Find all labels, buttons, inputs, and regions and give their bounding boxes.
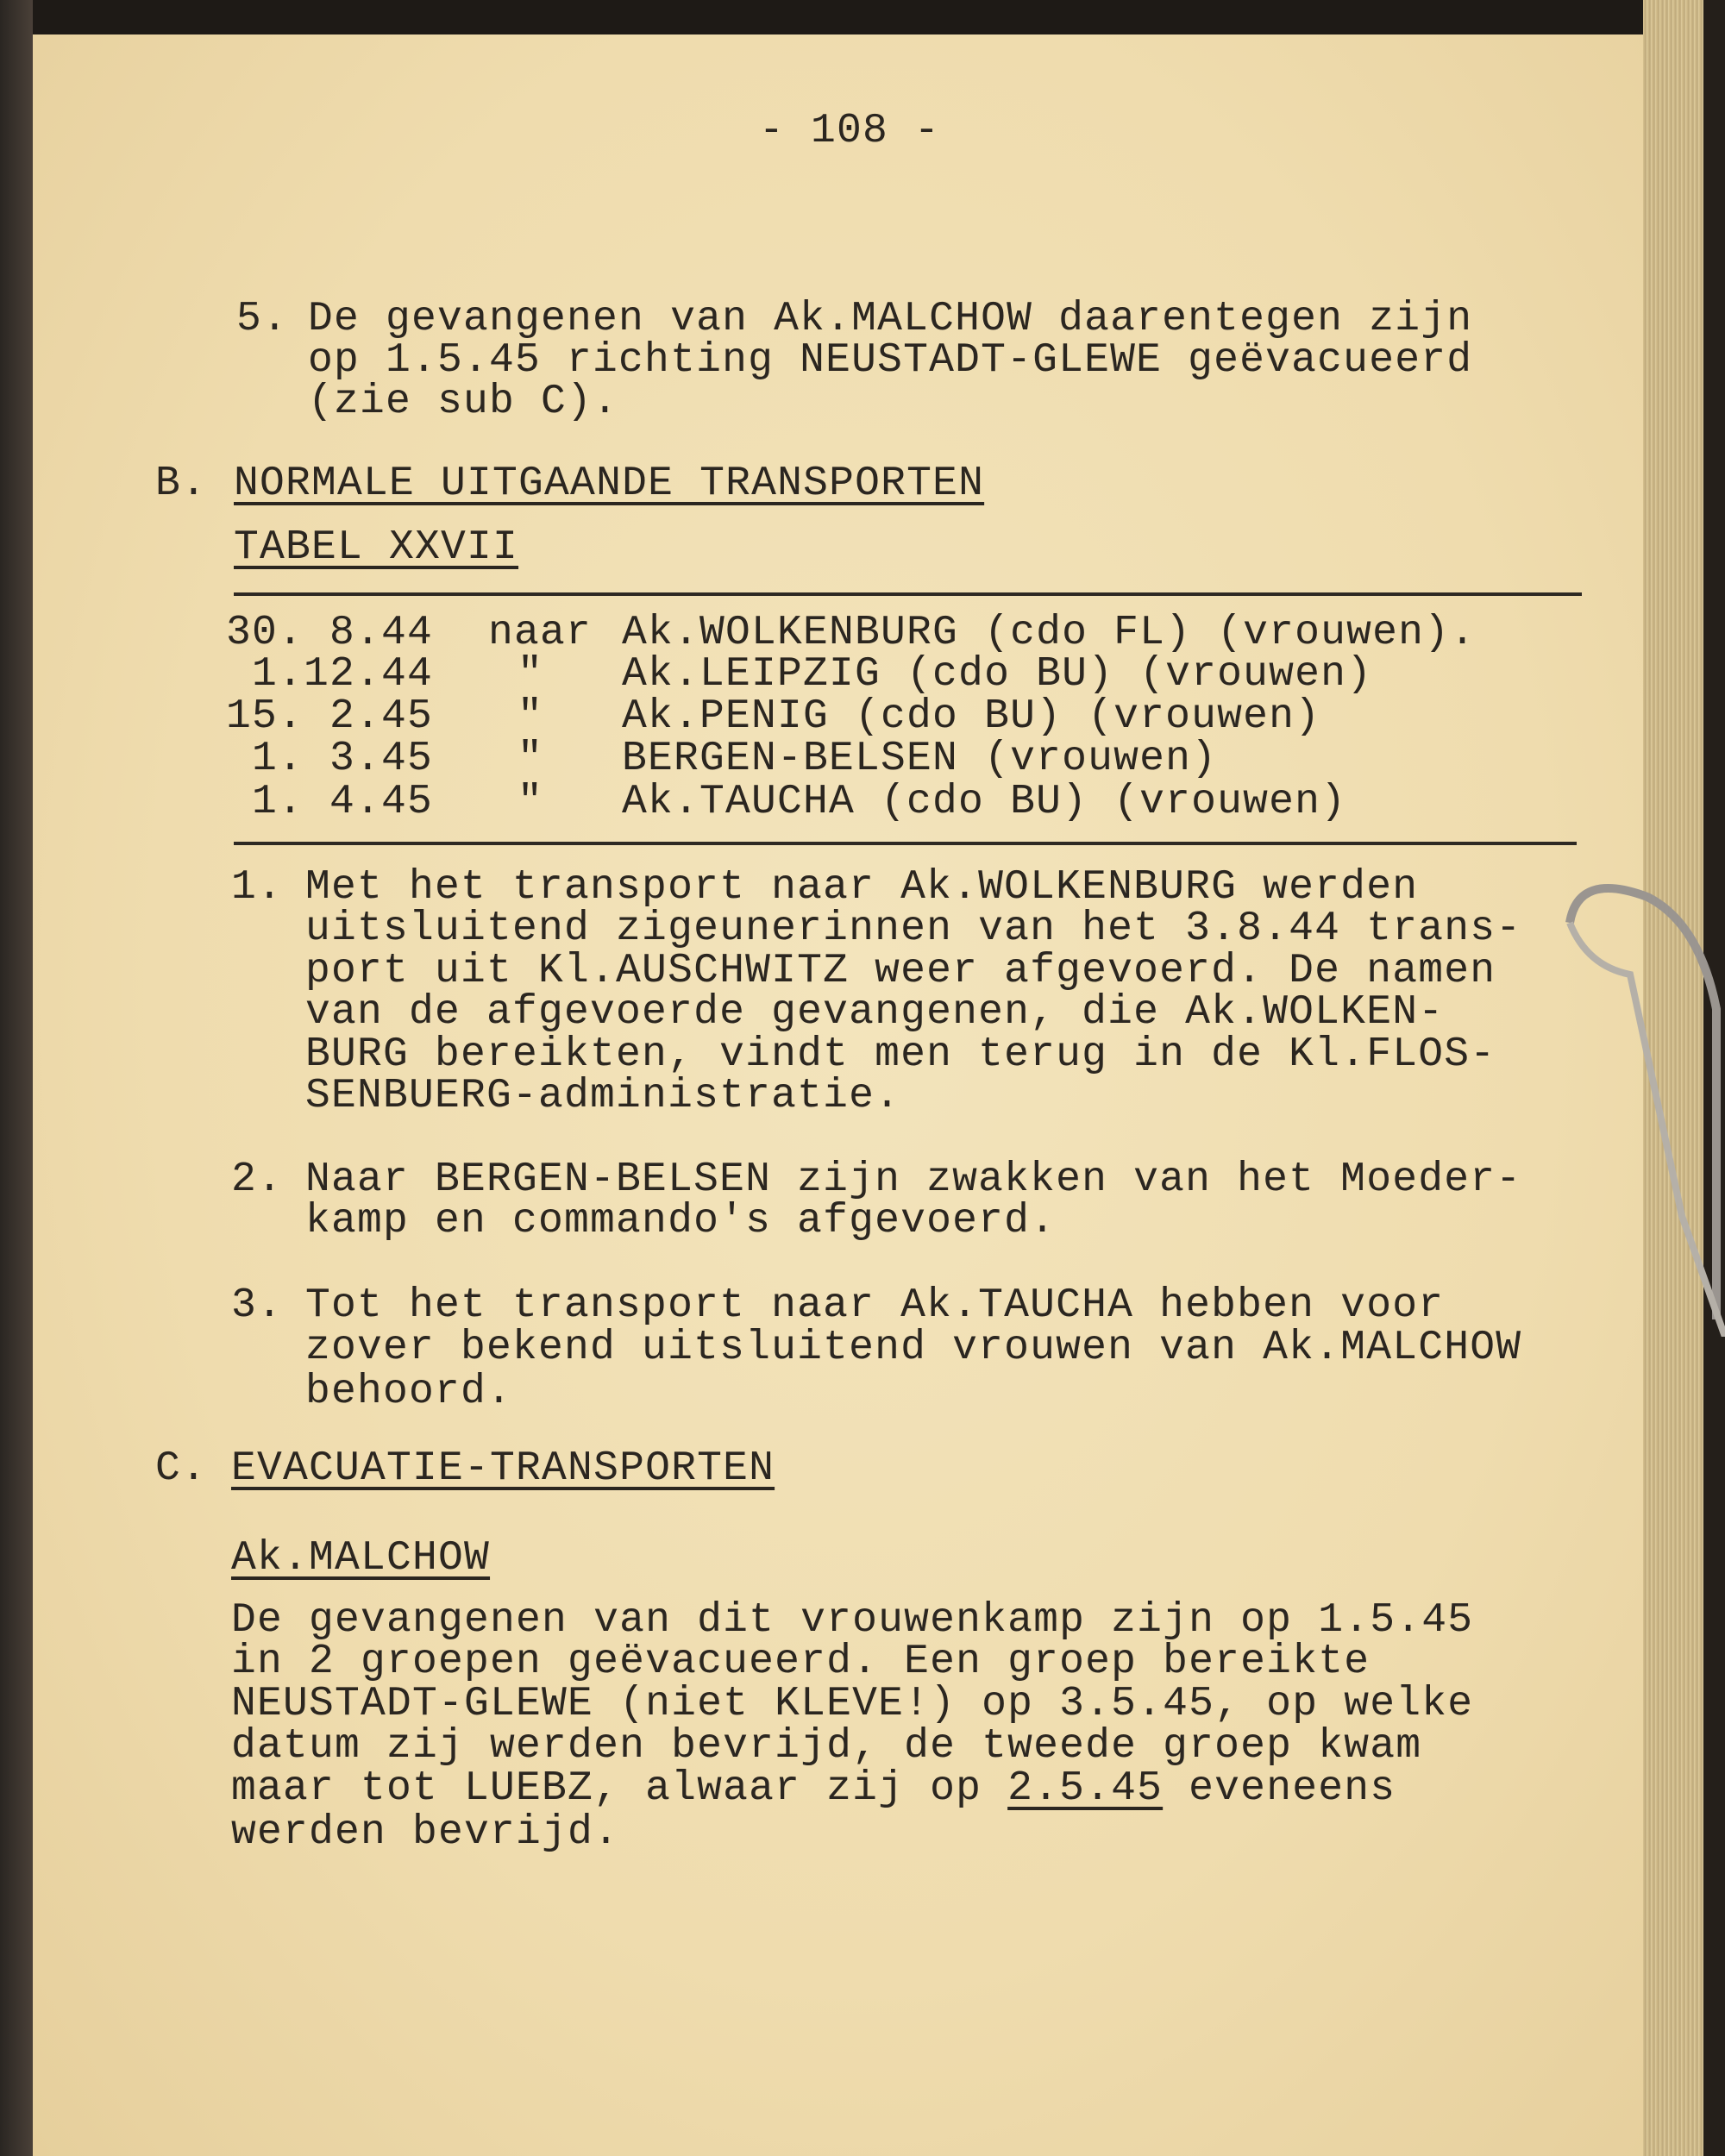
paragraph-line: werden bevrijd.	[231, 1809, 620, 1856]
row-direction: "	[518, 779, 544, 825]
row-date: 30. 8.44	[226, 610, 434, 656]
page-number: - 108 -	[759, 108, 941, 154]
line-text: maar tot LUEBZ, alwaar zij op	[231, 1765, 1008, 1812]
row-direction: "	[518, 693, 544, 740]
table-top-rule	[234, 592, 1582, 596]
paragraph-line	[231, 1765, 1396, 1812]
underlined-date: 2.5.45	[1007, 1765, 1164, 1812]
section-c-letter: C.	[155, 1445, 208, 1492]
note-3-line: behoord.	[305, 1369, 513, 1415]
item-5-line: (zie sub C).	[308, 379, 619, 425]
row-date: 1. 4.45	[251, 779, 433, 825]
note-3-number: 3.	[231, 1282, 284, 1329]
paper-clip-icon	[1552, 871, 1725, 1337]
note-2-line: Naar BERGEN-BELSEN zijn zwakken van het Moeder-	[305, 1156, 1522, 1203]
row-destination: Ak.LEIPZIG (cdo BU) (vrouwen)	[622, 651, 1373, 698]
paragraph-line: in 2 groepen geëvacueerd. Een groep bereikte	[231, 1639, 1371, 1685]
section-b-letter: B.	[155, 461, 208, 507]
book-binding-edge	[0, 0, 33, 2156]
note-1-number: 1.	[231, 864, 284, 911]
item-5-number: 5.	[236, 296, 289, 342]
row-destination: Ak.WOLKENBURG (cdo FL) (vrouwen).	[622, 610, 1477, 656]
line-tail: eveneens	[1163, 1765, 1396, 1812]
table-title: TABEL XXVII	[234, 524, 519, 571]
note-3-line: zover bekend uitsluitend vrouwen van Ak.MALCHOW	[305, 1325, 1522, 1371]
note-1-line: van de afgevoerde gevangenen, die Ak.WOLKEN-	[305, 989, 1445, 1036]
row-direction: "	[518, 651, 544, 698]
section-b-heading: NORMALE UITGAANDE TRANSPORTEN	[234, 461, 985, 507]
note-1-line: SENBUERG-administratie.	[305, 1073, 901, 1119]
paragraph-line: De gevangenen van dit vrouwenkamp zijn op 1.5.45	[231, 1597, 1474, 1644]
paragraph-line: NEUSTADT-GLEWE (niet KLEVE!) op 3.5.45, op welke	[231, 1681, 1474, 1727]
row-date: 1. 3.45	[251, 736, 433, 782]
row-destination: BERGEN-BELSEN (vrouwen)	[622, 736, 1218, 782]
section-c-heading: EVACUATIE-TRANSPORTEN	[231, 1445, 775, 1492]
item-5-line: op 1.5.45 richting NEUSTADT-GLEWE geëvacueerd	[308, 337, 1473, 384]
row-direction: naar	[488, 610, 593, 656]
note-2-line: kamp en commando's afgevoerd.	[305, 1198, 1057, 1244]
item-5-line: De gevangenen van Ak.MALCHOW daarentegen zijn	[308, 296, 1473, 342]
note-1-line: port uit Kl.AUSCHWITZ weer afgevoerd. De namen	[305, 948, 1496, 994]
table-bottom-rule	[234, 842, 1577, 845]
note-3-line: Tot het transport naar Ak.TAUCHA hebben voor	[305, 1282, 1445, 1329]
note-1-line: BURG bereikten, vindt men terug in de Kl.FLOS-	[305, 1031, 1496, 1078]
note-1-line: uitsluitend zigeunerinnen van het 3.8.44 trans-	[305, 906, 1522, 952]
row-date: 15. 2.45	[226, 693, 434, 740]
note-1-line: Met het transport naar Ak.WOLKENBURG werden	[305, 864, 1419, 911]
note-2-number: 2.	[231, 1156, 284, 1203]
row-direction: "	[518, 736, 544, 782]
row-destination: Ak.PENIG (cdo BU) (vrouwen)	[622, 693, 1321, 740]
row-destination: Ak.TAUCHA (cdo BU) (vrouwen)	[622, 779, 1347, 825]
row-date: 1.12.44	[251, 651, 433, 698]
paragraph-line: datum zij werden bevrijd, de tweede groep kwam	[231, 1723, 1422, 1770]
section-c-subheading: Ak.MALCHOW	[231, 1535, 491, 1582]
